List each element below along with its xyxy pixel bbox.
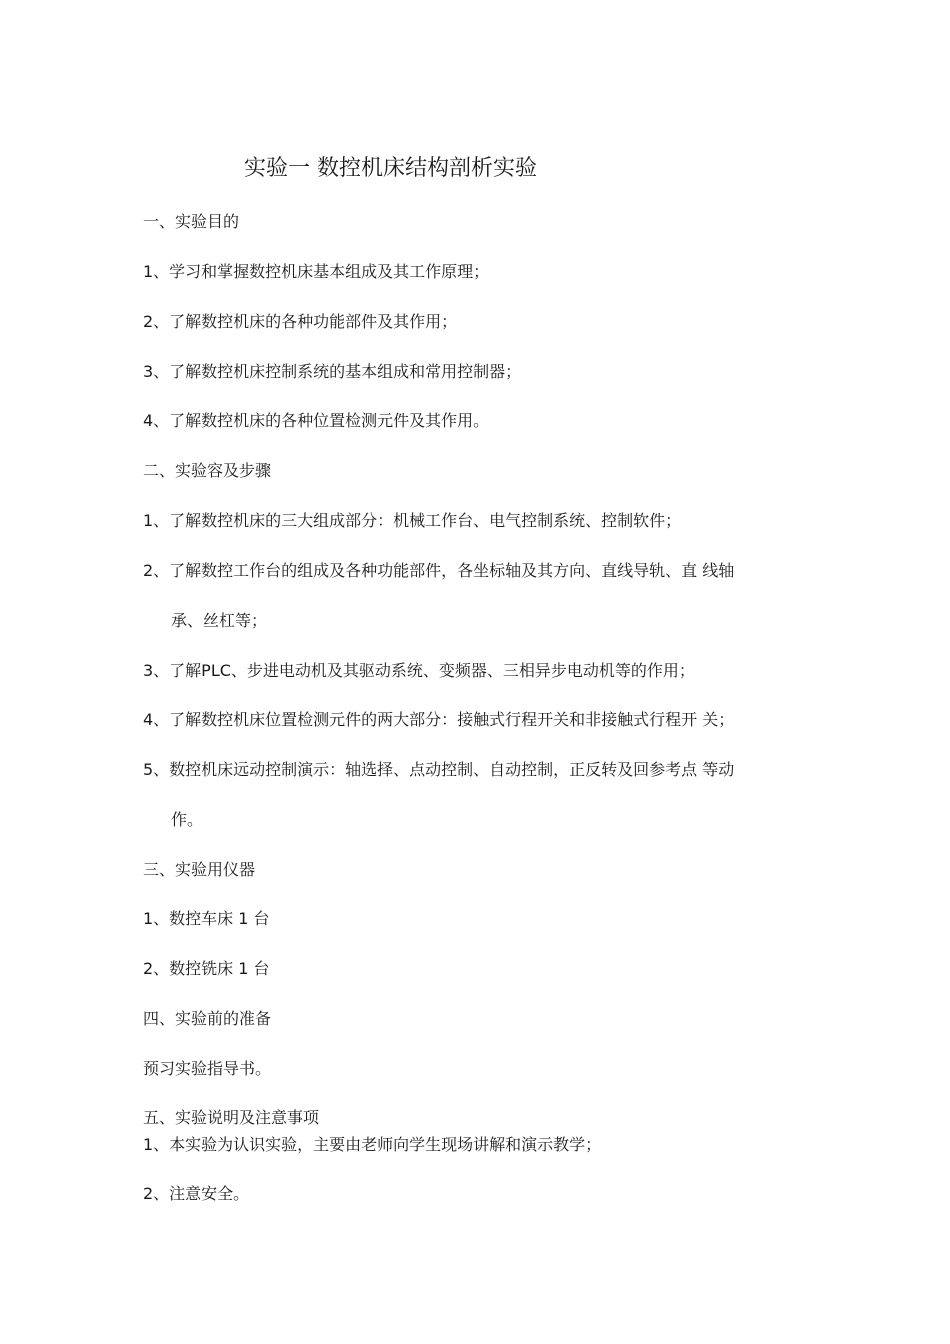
list-item: 2、了解数控机床的各种功能部件及其作用；	[143, 312, 458, 331]
list-item: 2、数控铣床 1 台	[143, 959, 270, 978]
section-heading-notes: 五、实验说明及注意事项	[143, 1108, 320, 1127]
list-item: 3、了解PLC、步进电动机及其驱动系统、变频器、三相异步电动机等的作用；	[143, 661, 695, 680]
list-item-continuation: 承、丝杠等；	[171, 611, 268, 630]
section-heading-objectives: 一、实验目的	[143, 212, 240, 231]
list-item: 1、了解数控机床的三大组成部分：机械工作台、电气控制系统、控制软件；	[143, 511, 682, 530]
list-item: 5、数控机床远动控制演示：轴选择、点动控制、自动控制，正反转及回参考点 等动	[143, 760, 735, 779]
document-title: 实验一 数控机床结构剖析实验	[244, 156, 537, 181]
section-heading-preparation: 四、实验前的准备	[143, 1009, 272, 1028]
section-heading-instruments: 三、实验用仪器	[143, 860, 256, 879]
list-item: 1、数控车床 1 台	[143, 909, 270, 928]
list-item: 1、本实验为认识实验，主要由老师向学生现场讲解和演示教学；	[143, 1135, 602, 1154]
paragraph: 预习实验指导书。	[143, 1059, 272, 1078]
list-item-continuation: 作。	[171, 810, 204, 829]
list-item: 4、了解数控机床位置检测元件的两大部分：接触式行程开关和非接触式行程开 关；	[143, 710, 735, 729]
list-item: 4、了解数控机床的各种位置检测元件及其作用。	[143, 411, 490, 430]
section-heading-contents: 二、实验容及步骤	[143, 461, 272, 480]
list-item: 2、了解数控工作台的组成及各种功能部件，各坐标轴及其方向、直线导轨、直 线轴	[143, 561, 735, 580]
list-item: 3、了解数控机床控制系统的基本组成和常用控制器；	[143, 362, 522, 381]
list-item: 2、注意安全。	[143, 1184, 250, 1203]
list-item: 1、学习和掌握数控机床基本组成及其工作原理；	[143, 262, 490, 281]
